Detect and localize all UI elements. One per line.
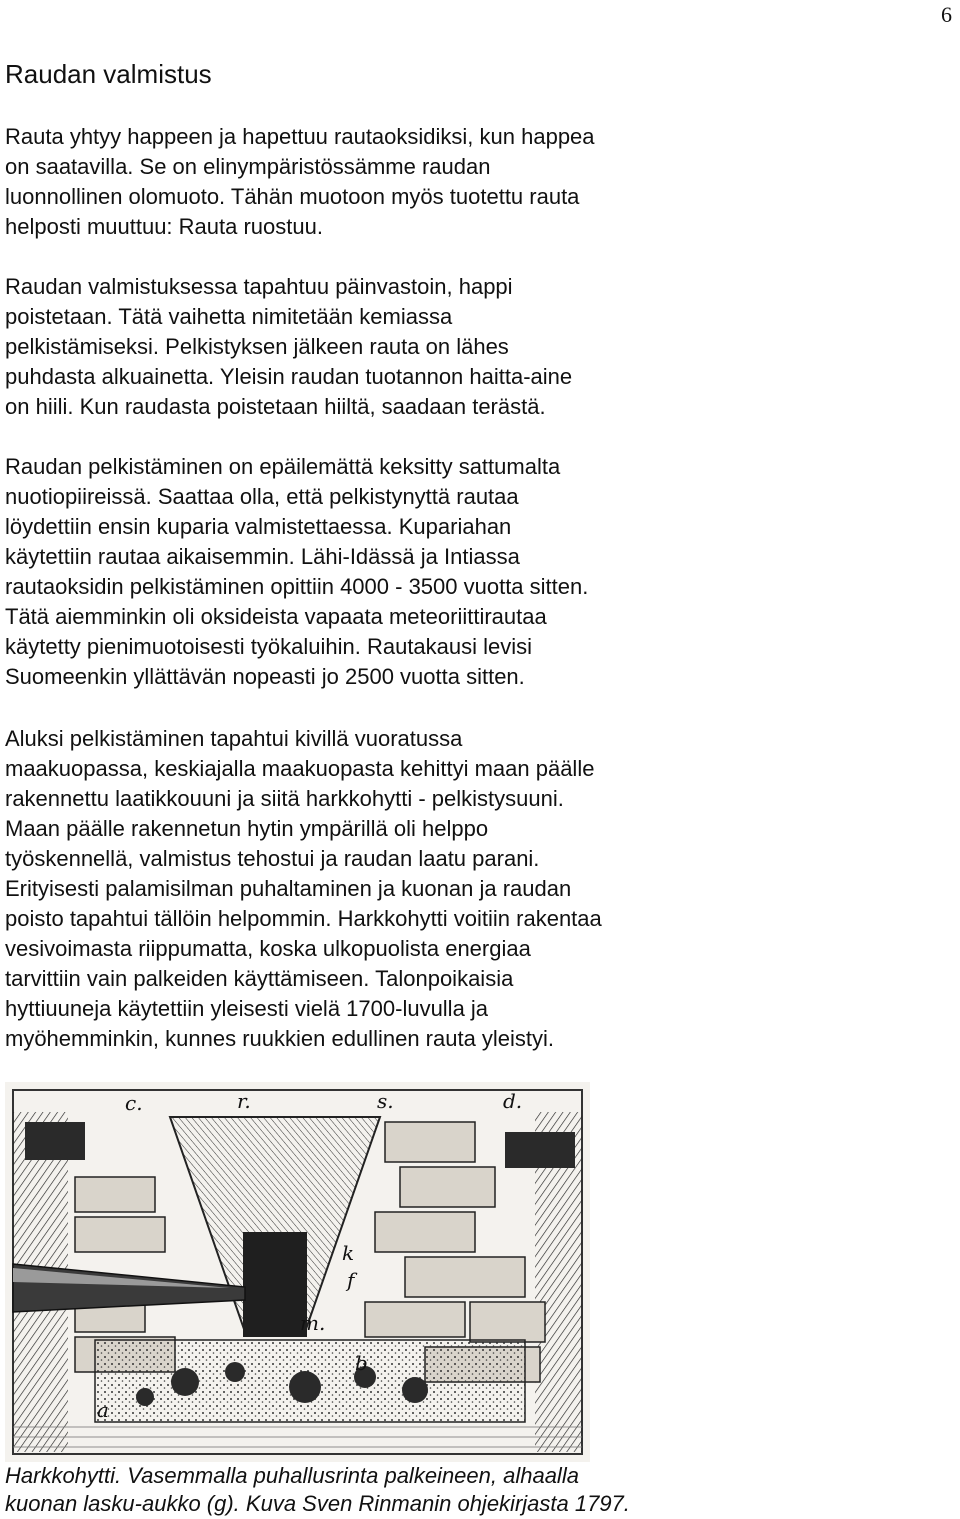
furnace-core [243,1232,307,1337]
paragraph-intro: Rauta yhtyy happeen ja hapettuu rautaoksidiksi, kun happea on saatavilla. Se on elinympäristössämme raudan luonnollinen olomuoto. Tähän muotoon myös tuotettu rauta helposti muuttuu: Rauta ruostuu. [5,124,595,239]
label-r: r. [237,1089,251,1113]
paragraph-reduction: Raudan valmistuksessa tapahtuu päinvastoin, happi poistetaan. Tätä vaihetta nimitetään kemiassa pelkistämiseksi. Pelkistyksen jälkeen rauta on lähes puhdasta alkuainetta. Yleisin raudan tuotannon haitta-aine on hiili. Kun raudasta poistetaan hiiltä, saadaan terästä. [5,274,573,419]
furnace-illustration [5,1082,590,1462]
page-title: Raudan valmistus [5,59,212,89]
ground [13,1422,582,1454]
label-s: s. [377,1089,394,1113]
paragraph-history: Raudan pelkistäminen on epäilemättä keksitty sattumalta nuotiopiireissä. Saattaa olla, että pelkistynyttä rautaa löydettiin ensin kuparia valmistettaessa. Kupariahan käytettiin rautaa aikaisemmin. Lähi-Idässä ja Intiassa rautaoksidin pelkistäminen opittiin 4000 - 3500 vuotta sitten. Tätä aiemminkin oli oksideista vapaata meteoriittirautaa käytetty pienimuotoisesti työkaluihin. Rautakausi levisi Suomeenkin yllättävän nopeasti jo 2500 vuotta sitten. [5,454,589,689]
label-k: k [342,1241,355,1265]
page-number: 6 [941,2,952,27]
paragraph-furnace: Aluksi pelkistäminen tapahtui kivillä vuoratussa maakuopassa, keskiajalla maakuopasta kehittyi maan päälle rakennettu laatikkouuni ja siitä harkkohytti - pelkistysuuni. Maan päälle rakennetun hytin ympärillä oli helppo työskennellä, valmistus tehostui ja raudan laatu parani. Erityisesti palamisilman puhaltaminen ja kuonan ja raudan poisto tapahtui tällöin helpommin. Harkkohytti voitiin rakentaa vesivoimasta riippumatta, koska ulkopuolista energiaa tarvittiin vain palkeiden käyttämiseen. Talonpoikaisia hyttiuuneja käytettiin yleisesti vielä 1700-luvulla ja myöhemminkin, kunnes ruukkien edullinen rauta yleistyi. [5,726,602,1051]
label-f: f [347,1268,355,1292]
top-left-block [25,1122,85,1160]
label-d: d. [503,1089,523,1113]
top-right-block [505,1132,575,1168]
label-b: b [355,1351,368,1375]
figure-caption: Harkkohytti. Vasemmalla puhallusrinta palkeineen, alhaalla kuonan lasku-aukko (g). Kuva Sven Rinmanin ohjekirjasta 1797. [5,1463,630,1516]
label-m: m. [300,1311,326,1335]
label-c: c. [125,1091,143,1115]
label-a: a [97,1398,109,1422]
